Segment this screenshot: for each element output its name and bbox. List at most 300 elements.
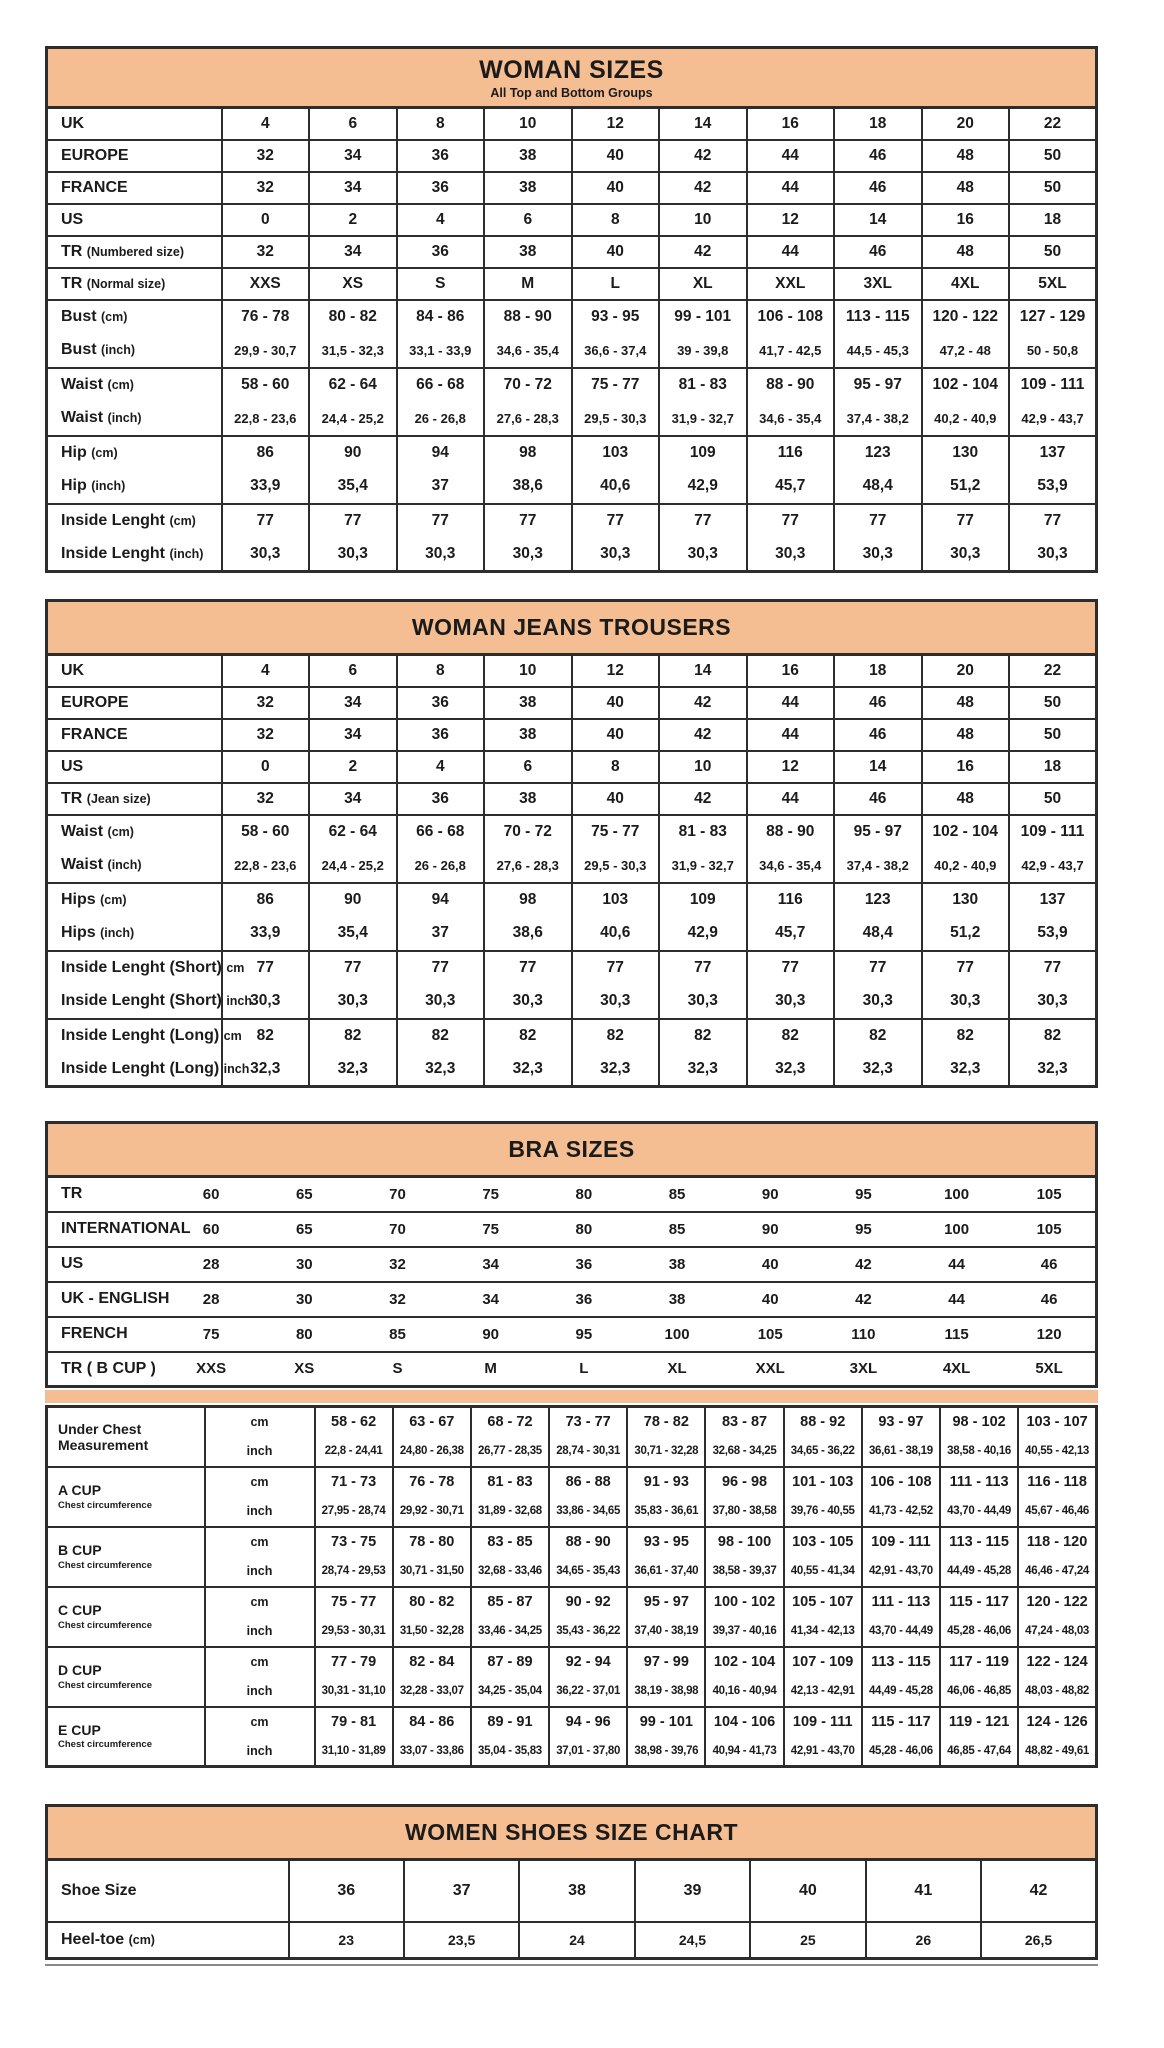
cup-label-subtitle: Chest circumference [58, 1739, 152, 1751]
row-label-text: Bust [61, 308, 97, 325]
size-value: 46,85 - 47,64 [940, 1737, 1018, 1767]
row-label [47, 538, 222, 572]
size-value: 26 - 26,8 [397, 402, 485, 436]
size-value: 75 [482, 1220, 499, 1238]
size-value: 38,19 - 38,98 [627, 1677, 705, 1707]
size-value: 53,9 [1009, 917, 1097, 951]
row-label [47, 1317, 165, 1352]
size-value: 98 - 100 [705, 1527, 783, 1557]
size-value: 40,6 [572, 917, 660, 951]
table-row [47, 655, 1097, 687]
size-value: 33,1 - 33,9 [397, 334, 485, 368]
size-value: 10 [484, 655, 572, 687]
size-value: 2 [309, 204, 397, 236]
size-value: 60 [202, 1185, 220, 1203]
size-value: 85 [668, 1185, 686, 1203]
row-label-text: INTERNATIONAL [61, 1220, 191, 1237]
size-value: 115 - 117 [862, 1707, 940, 1737]
size-value: 105 [757, 1325, 783, 1343]
bra-sizes-header [45, 1121, 1098, 1175]
table-row [47, 783, 1097, 815]
table-row [47, 1212, 1097, 1247]
table-row [47, 1922, 1097, 1959]
size-value: 31,9 - 32,7 [659, 849, 747, 883]
size-value: 86 - 88 [549, 1467, 627, 1497]
size-value: 82 [484, 1019, 572, 1053]
row-label [47, 402, 222, 436]
size-value: 33,9 [222, 470, 310, 504]
size-value: 34,25 - 35,04 [471, 1677, 549, 1707]
table-row [47, 1177, 1097, 1212]
size-value: 88 - 90 [747, 368, 835, 402]
size-value: 6 [309, 108, 397, 140]
row-label-unit: (cm) [107, 825, 134, 839]
size-value: 50 [1009, 172, 1097, 204]
size-value: 40 [572, 172, 660, 204]
size-value: 12 [572, 655, 660, 687]
size-value: 31,10 - 31,89 [315, 1737, 393, 1767]
size-value: 48 [922, 236, 1010, 268]
table-row [47, 849, 1097, 883]
size-value: 79 - 81 [315, 1707, 393, 1737]
table-row [47, 108, 1097, 140]
size-value: 37 [404, 1860, 519, 1922]
row-group [47, 1282, 1097, 1317]
size-value: 85 - 87 [471, 1587, 549, 1617]
size-value: 40,55 - 41,34 [784, 1557, 862, 1587]
size-value: 98 [484, 883, 572, 917]
size-value: 39,37 - 40,16 [705, 1617, 783, 1647]
size-value: 30,3 [834, 538, 922, 572]
table-row [47, 1437, 1097, 1467]
size-value: 81 - 83 [659, 815, 747, 849]
row-label [47, 849, 222, 883]
row-label-unit: cm [223, 1029, 242, 1043]
unit-cell: cm [205, 1527, 315, 1557]
size-value: 103 [572, 883, 660, 917]
row-group [47, 368, 1097, 436]
size-value: 14 [659, 108, 747, 140]
cup-label [47, 1587, 205, 1647]
size-value: 3XL [849, 1360, 878, 1378]
size-value: 41,73 - 42,52 [862, 1497, 940, 1527]
size-value: 22,8 - 24,41 [315, 1437, 393, 1467]
table-row [47, 1282, 1097, 1317]
size-value: 32,3 [747, 1053, 835, 1087]
size-value: 32,3 [834, 1053, 922, 1087]
size-value: 34 [309, 687, 397, 719]
size-value: 10 [484, 108, 572, 140]
size-value: 83 - 85 [471, 1527, 549, 1557]
row-group [47, 268, 1097, 300]
size-value: 40,2 - 40,9 [922, 849, 1010, 883]
size-value: 46 [1040, 1290, 1058, 1308]
size-value: 30,3 [222, 985, 310, 1019]
size-value: 22,8 - 23,6 [222, 849, 310, 883]
size-value: 76 - 78 [393, 1467, 471, 1497]
size-value: S [392, 1360, 403, 1378]
size-value: 31,9 - 32,7 [659, 402, 747, 436]
row-group [47, 1352, 1097, 1387]
size-value: 51,2 [922, 470, 1010, 504]
size-value: 113 - 115 [834, 300, 922, 334]
unit-cell: cm [205, 1407, 315, 1437]
size-value: 130 [922, 436, 1010, 470]
size-value: 42,91 - 43,70 [862, 1557, 940, 1587]
size-value: 22,8 - 23,6 [222, 402, 310, 436]
size-value: 35,83 - 36,61 [627, 1497, 705, 1527]
size-value: 36 [289, 1860, 404, 1922]
size-value: 38 [484, 783, 572, 815]
size-value: 116 [747, 436, 835, 470]
row-label [47, 268, 222, 300]
cup-label-subtitle: Chest circumference [58, 1559, 152, 1571]
size-value: 99 - 101 [627, 1707, 705, 1737]
size-value: XL [659, 268, 747, 300]
size-value: 44 [948, 1290, 965, 1308]
size-value: 82 [222, 1019, 310, 1053]
size-value: 46 [834, 719, 922, 751]
size-value: 82 - 84 [393, 1647, 471, 1677]
row-label [47, 1019, 242, 1053]
size-value: 4XL [922, 268, 1010, 300]
size-value: 90 - 92 [549, 1587, 627, 1617]
table-row [47, 1527, 1097, 1557]
size-value: 105 [1036, 1220, 1062, 1238]
size-value: 33,9 [222, 917, 310, 951]
size-value: 32,28 - 33,07 [393, 1677, 471, 1707]
size-value: 35,4 [309, 470, 397, 504]
table-row [47, 504, 1097, 538]
row-label-text: Hips [61, 891, 96, 908]
size-value: 4 [222, 108, 310, 140]
size-value: 93 - 95 [572, 300, 660, 334]
size-value: 90 [309, 436, 397, 470]
size-value: 25 [750, 1922, 865, 1959]
size-value: 93 - 95 [627, 1527, 705, 1557]
size-value: 16 [747, 655, 835, 687]
size-value: 77 [222, 504, 310, 538]
size-value: 116 [747, 883, 835, 917]
size-value: 36 [397, 687, 485, 719]
size-value: 41,7 - 42,5 [747, 334, 835, 368]
row-label-unit: (Numbered size) [86, 244, 185, 259]
size-value: 120 - 122 [1018, 1587, 1096, 1617]
size-value: 75 - 77 [315, 1587, 393, 1617]
size-value: 92 - 94 [549, 1647, 627, 1677]
size-value: 40 [572, 783, 660, 815]
table-row [47, 1647, 1097, 1677]
size-value: 46 [834, 140, 922, 172]
size-value: 40,2 - 40,9 [922, 402, 1010, 436]
size-value: 32 [222, 719, 310, 751]
size-value: 85 [668, 1220, 686, 1238]
table-row [47, 436, 1097, 470]
row-label [47, 815, 222, 849]
size-value: 38 [519, 1860, 634, 1922]
size-value: 36,22 - 37,01 [549, 1677, 627, 1707]
size-value: 24 [519, 1922, 634, 1959]
row-group [47, 815, 1097, 883]
table-row [47, 751, 1097, 783]
size-value: 80 [295, 1325, 313, 1343]
size-value: 29,5 - 30,3 [572, 849, 660, 883]
size-value: 84 - 86 [397, 300, 485, 334]
row-label [47, 108, 222, 140]
size-value: 94 - 96 [549, 1707, 627, 1737]
row-group [47, 1467, 1097, 1527]
size-value: 107 - 109 [784, 1647, 862, 1677]
size-value: 98 - 102 [940, 1407, 1018, 1437]
size-value: 29,5 - 30,3 [572, 402, 660, 436]
row-group [47, 1317, 1097, 1352]
size-value: 23,5 [404, 1922, 519, 1959]
row-group [47, 504, 1097, 572]
table-row [47, 1707, 1097, 1737]
size-value: 77 [309, 504, 397, 538]
size-value: 122 - 124 [1018, 1647, 1096, 1677]
size-value: 16 [922, 751, 1010, 783]
size-value: 44 [948, 1255, 965, 1273]
size-value: 36 [575, 1290, 593, 1308]
row-group [47, 751, 1097, 783]
size-value: 31,5 - 32,3 [309, 334, 397, 368]
row-label [47, 300, 222, 334]
table-row [47, 1467, 1097, 1497]
row-label-text: US [61, 210, 84, 228]
size-value: 119 - 121 [940, 1707, 1018, 1737]
table-row [47, 1557, 1097, 1587]
size-value: 39,76 - 40,55 [784, 1497, 862, 1527]
size-value: 48,03 - 48,82 [1018, 1677, 1096, 1707]
size-value: 95 [855, 1220, 872, 1238]
size-value: 36 [575, 1255, 593, 1273]
table-row [47, 140, 1097, 172]
row-label-unit: (inch) [91, 479, 126, 493]
size-value: 47,2 - 48 [922, 334, 1010, 368]
size-value: 120 [1036, 1325, 1062, 1343]
table-row [47, 1860, 1097, 1922]
size-value: 53,9 [1009, 470, 1097, 504]
size-value: 32 [389, 1290, 406, 1308]
size-value: 22 [1009, 655, 1097, 687]
size-value: M [484, 268, 572, 300]
row-label [47, 1352, 165, 1387]
size-value: 30,3 [659, 985, 747, 1019]
size-value: 137 [1009, 883, 1097, 917]
size-value: 22 [1009, 108, 1097, 140]
size-value: 71 - 73 [315, 1467, 393, 1497]
size-value: 75 [482, 1185, 499, 1203]
cup-label [47, 1467, 205, 1527]
table-row [47, 951, 1097, 985]
row-label-unit: (inch) [100, 926, 135, 940]
size-value: 0 [222, 204, 310, 236]
size-value: 109 [659, 436, 747, 470]
size-value: 29,92 - 30,71 [393, 1497, 471, 1527]
row-label [47, 985, 253, 1019]
table-row [47, 1317, 1097, 1352]
size-value: 78 - 82 [627, 1407, 705, 1437]
size-value: 40,55 - 42,13 [1018, 1437, 1096, 1467]
table-row [47, 470, 1097, 504]
table-row [47, 1407, 1097, 1437]
size-value: 80 - 82 [393, 1587, 471, 1617]
row-label [47, 1922, 289, 1959]
row-label-text: FRENCH [61, 1325, 128, 1342]
size-value: 115 - 117 [940, 1587, 1018, 1617]
size-value: 37,01 - 37,80 [549, 1737, 627, 1767]
unit-cell: cm [205, 1587, 315, 1617]
size-value: 29,53 - 30,31 [315, 1617, 393, 1647]
size-value: 84 - 86 [393, 1707, 471, 1737]
size-value: 37,4 - 38,2 [834, 849, 922, 883]
size-value: XXS [222, 268, 310, 300]
size-value: 38,58 - 39,37 [705, 1557, 783, 1587]
size-value: 82 [659, 1019, 747, 1053]
size-value: 24,4 - 25,2 [309, 849, 397, 883]
size-value: 65 [295, 1185, 313, 1203]
size-value: 30,3 [834, 985, 922, 1019]
size-value: 43,70 - 44,49 [862, 1617, 940, 1647]
size-value: 40,6 [572, 470, 660, 504]
size-value: 94 [397, 883, 485, 917]
size-value: 37 [397, 470, 485, 504]
size-value: 37,80 - 38,58 [705, 1497, 783, 1527]
size-value: 95 [575, 1325, 593, 1343]
size-value: 30,3 [572, 985, 660, 1019]
size-value: 40 [761, 1290, 779, 1308]
shoes-section [45, 1804, 1098, 1966]
row-label-text: Hip [61, 444, 87, 461]
size-value: 38 [484, 687, 572, 719]
size-value: 77 [484, 504, 572, 538]
row-group [47, 140, 1097, 172]
woman-jeans-header [45, 599, 1098, 653]
row-label-text: Inside Lenght [61, 544, 165, 562]
row-label [47, 1247, 165, 1282]
size-value: 94 [397, 436, 485, 470]
unit-cell: cm [205, 1467, 315, 1497]
size-value: 34 [309, 236, 397, 268]
size-value: 105 [1036, 1185, 1062, 1203]
row-group [47, 1247, 1097, 1282]
size-value: 32 [222, 140, 310, 172]
size-value: 32,68 - 34,25 [705, 1437, 783, 1467]
size-value: 44,49 - 45,28 [940, 1557, 1018, 1587]
size-value: 24,80 - 26,38 [393, 1437, 471, 1467]
size-value: XXL [747, 268, 835, 300]
size-value: 42,9 - 43,7 [1009, 849, 1097, 883]
row-label-text: Inside Lenght (Short) [61, 992, 222, 1009]
size-value: 24,5 [635, 1922, 750, 1959]
unit-cell: inch [205, 1617, 315, 1647]
size-value: 41,34 - 42,13 [784, 1617, 862, 1647]
row-label-text: UK [61, 114, 85, 132]
row-label [47, 751, 222, 783]
size-value: 18 [1009, 751, 1097, 783]
size-value: 4XL [942, 1360, 971, 1378]
size-value: 73 - 77 [549, 1407, 627, 1437]
size-value: 42,9 [659, 917, 747, 951]
bra-cup-measurement-table [45, 1405, 1098, 1768]
size-value: 44,5 - 45,3 [834, 334, 922, 368]
row-label-text: Hips [61, 924, 96, 941]
size-value: 32 [222, 783, 310, 815]
size-value: 37 [397, 917, 485, 951]
size-value: 38 [484, 172, 572, 204]
size-value: 42 [659, 236, 747, 268]
size-value: 34 [309, 172, 397, 204]
size-value: 32 [222, 236, 310, 268]
shoes-title: WOMEN SHOES SIZE CHART [404, 1819, 738, 1845]
row-group [47, 1407, 1097, 1467]
size-value: 63 - 67 [393, 1407, 471, 1437]
woman-sizes-subtitle: All Top and Bottom Groups [490, 85, 653, 100]
size-value: 103 - 105 [784, 1527, 862, 1557]
size-value: 40 [572, 687, 660, 719]
size-value: 36 [397, 719, 485, 751]
size-value: 40,94 - 41,73 [705, 1737, 783, 1767]
size-value: 26,77 - 28,35 [471, 1437, 549, 1467]
size-value: 77 [484, 951, 572, 985]
table-row [47, 1677, 1097, 1707]
size-value: 46 [834, 783, 922, 815]
size-value: 30,3 [1009, 538, 1097, 572]
size-value: 77 [922, 951, 1010, 985]
size-value: 28,74 - 29,53 [315, 1557, 393, 1587]
row-label-text: Waist [61, 856, 104, 873]
size-value: 42,91 - 43,70 [784, 1737, 862, 1767]
row-label-unit: (cm) [128, 1932, 155, 1947]
row-label-unit: (cm) [169, 514, 196, 528]
size-value: 39 - 39,8 [659, 334, 747, 368]
row-label-text: Inside Lenght (Long) [61, 1027, 220, 1044]
size-value: 10 [659, 204, 747, 236]
size-value: 5XL [1009, 268, 1097, 300]
unit-cell: inch [205, 1497, 315, 1527]
size-value: 32,68 - 33,46 [471, 1557, 549, 1587]
row-group [47, 1177, 1097, 1212]
size-value: 27,6 - 28,3 [484, 849, 572, 883]
size-value: 30,3 [222, 538, 310, 572]
row-group [47, 436, 1097, 504]
size-value: 30 [295, 1255, 313, 1273]
size-value: 80 [575, 1220, 593, 1238]
size-value: 110 [851, 1325, 876, 1343]
size-value: 48,4 [834, 917, 922, 951]
size-value: 83 - 87 [705, 1407, 783, 1437]
size-value: 117 - 119 [940, 1647, 1018, 1677]
row-label-unit: inch [226, 994, 253, 1008]
size-value: 34,65 - 35,43 [549, 1557, 627, 1587]
size-value: 8 [572, 204, 660, 236]
size-value: 34 [309, 719, 397, 751]
row-label [47, 436, 222, 470]
row-label-unit: (cm) [100, 893, 127, 907]
size-value: 44 [747, 140, 835, 172]
size-value: 12 [747, 751, 835, 783]
woman-sizes-table [45, 106, 1098, 573]
row-group [47, 108, 1097, 140]
size-value: 16 [747, 108, 835, 140]
size-value: 109 [659, 883, 747, 917]
bottom-rule [45, 1964, 1098, 1966]
size-value: 100 [944, 1185, 970, 1203]
size-value: 90 [309, 883, 397, 917]
size-value: 30,3 [484, 985, 572, 1019]
size-value: 97 - 99 [627, 1647, 705, 1677]
